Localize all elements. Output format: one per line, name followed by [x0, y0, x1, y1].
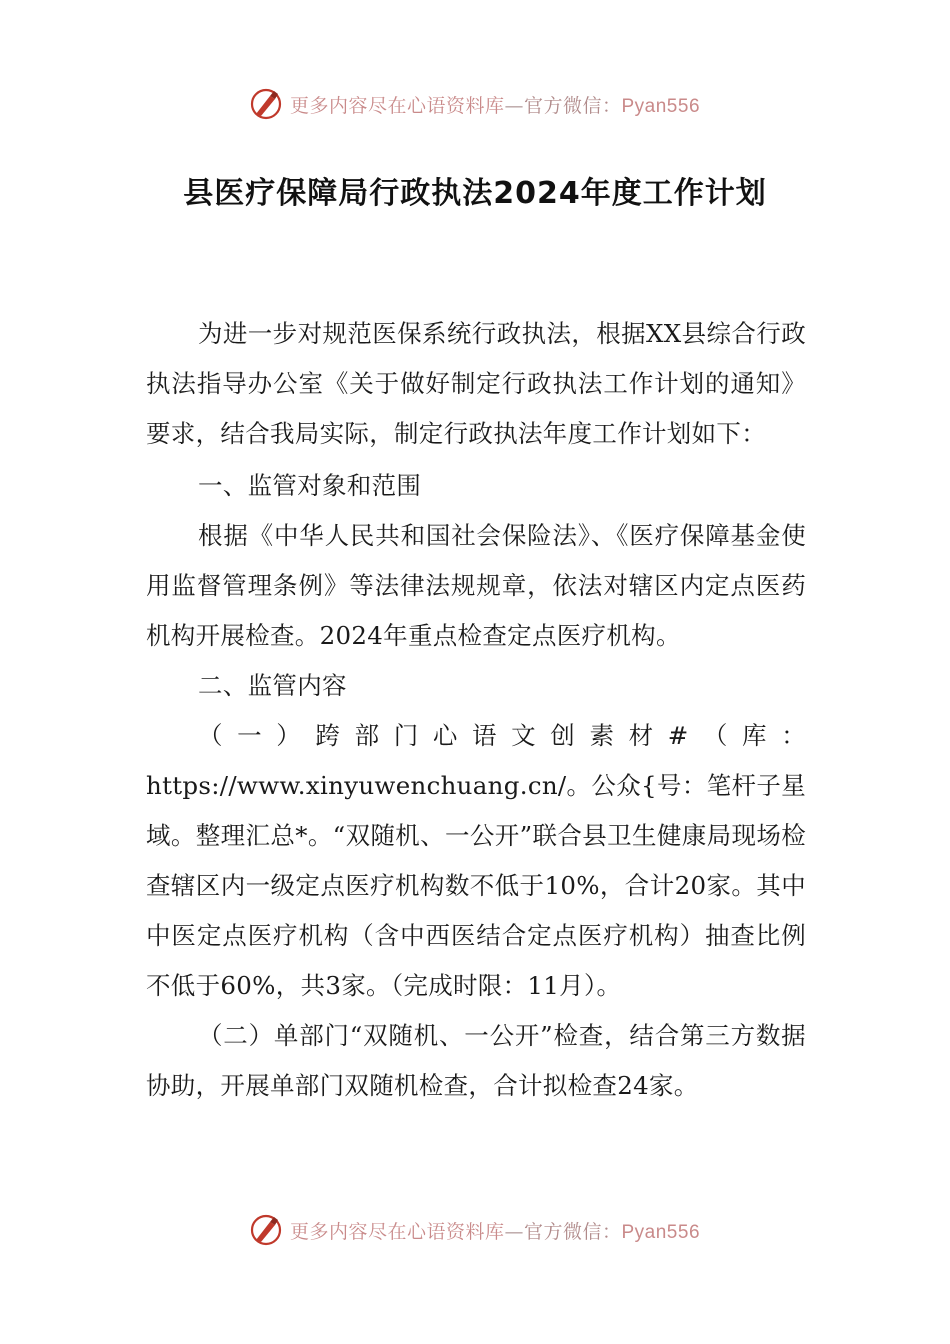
paragraph-item-2: （二）单部门“双随机、一公开”检查，结合第三方数据协助，开展单部门双随机检查，合计拟检查24家。 [146, 1021, 806, 1100]
footer-watermark-banner [0, 1210, 950, 1250]
document-body [146, 309, 806, 1111]
paragraph-intro: 为进一步对规范医保系统行政执法，根据XX县综合行政执法指导办公室《关于做好制定行政执法工作计划的通知》要求，结合我局实际，制定行政执法年度工作计划如下： [146, 319, 806, 448]
pen-logo-icon [250, 87, 284, 121]
pen-logo-icon [250, 1213, 284, 1247]
watermark-text: 更多内容尽在心语资料库—官方微信：Pyan556 [289, 1220, 701, 1243]
document-title: 县医疗保障局行政执法2024年度工作计划 [183, 176, 767, 211]
paragraph-scope: 根据《中华人民共和国社会保险法》、《医疗保障基金使用监督管理条例》等法律法规规章，依法对辖区内定点医药机构开展检查。2024年重点检查定点医疗机构。 [146, 521, 806, 650]
paragraph-item-1: （一）跨部门心语文创素材#（库：https://www.xinyuwenchuang.cn/。公众{号：笔杆子星域。整理汇总*。“双随机、一公开”联合县卫生健康局现场检查辖区内一级定点医疗机构数不低于10%，合计20家。其中中医定点医疗机构（含中西医结合定点医疗机构）抽查比例不低于60%，共3家。（完成时限：11月）。 [146, 721, 806, 1000]
section-heading-1: 一、监管对象和范围 [198, 471, 422, 500]
section-heading-2: 二、监管内容 [198, 671, 347, 700]
header-watermark-banner [0, 84, 950, 124]
watermark-text: 更多内容尽在心语资料库—官方微信：Pyan556 [289, 94, 701, 117]
